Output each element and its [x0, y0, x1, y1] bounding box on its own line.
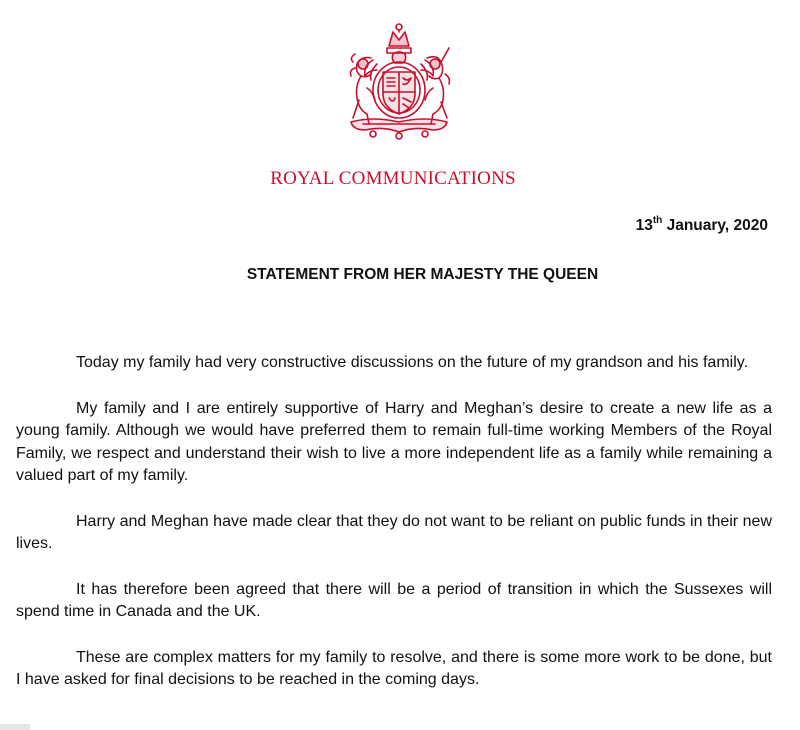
statement-date	[636, 216, 768, 235]
letterhead-title: ROYAL COMMUNICATIONS	[270, 168, 516, 189]
paragraph: These are complex matters for my family to resolve, and there is some more work to be done, but I have asked for final decisions to be reached in the coming days.	[16, 648, 772, 688]
paragraph: It has therefore been agreed that there will be a period of transition in which the Sussexes will spend time in Canada and the UK.	[16, 580, 772, 620]
statement-body	[16, 352, 772, 715]
paragraph: My family and I are entirely supportive of Harry and Meghan’s desire to create a new life as a young family. Although we would have preferred them to remain full-time working Members of the Royal Family, we respect and understand their wish to live a more independent life as a family while remaining a valued part of my family.	[16, 399, 772, 484]
date-rest: January, 2020	[662, 217, 768, 235]
paragraph: Harry and Meghan have made clear that they do not want to be reliant on public funds in their new lives.	[16, 512, 772, 552]
statement-title: STATEMENT FROM HER MAJESTY THE QUEEN	[246, 266, 599, 283]
paragraph: Today my family had very constructive discussions on the future of my grandson and his family.	[76, 354, 749, 371]
page-corner-mark	[0, 724, 30, 730]
date-day: 13	[635, 217, 653, 235]
date-suffix: th	[652, 215, 663, 226]
royal-coat-of-arms-emblem	[333, 18, 465, 140]
